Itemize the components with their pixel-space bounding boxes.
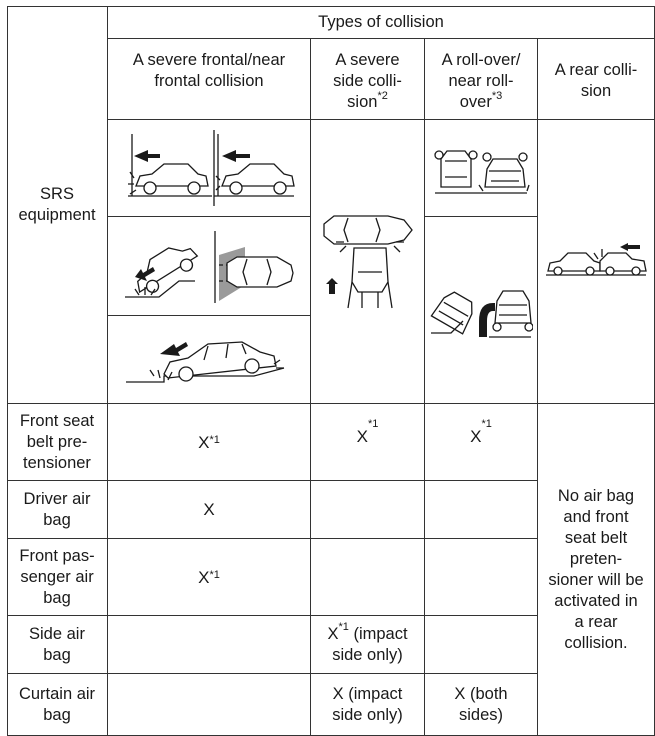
row-label-driver-airbag-text: Driver air bag — [23, 489, 91, 529]
row-label-side-airbag-text: Side air bag — [29, 624, 85, 664]
column-header-rear — [538, 39, 655, 120]
srs-equipment-header — [7, 6, 108, 404]
cell-passenger-rollover — [425, 539, 538, 616]
cell-driver-side — [311, 481, 425, 539]
cell-curtain-rollover — [425, 674, 538, 736]
cell-pretensioner-rollover: X $^{*1}$ — [425, 404, 538, 481]
types-of-collision-header — [108, 6, 655, 39]
rear-collision-note-text: No air bag and front seat belt preten-sioner will be activated in a rear collision. — [548, 486, 644, 652]
rollover-illustration-2 — [425, 217, 538, 404]
row-label-driver-airbag — [7, 481, 108, 539]
column-header-side-label: A severe side colli-sion$^{*2}$ — [333, 51, 402, 111]
side-impact-icon — [318, 212, 418, 312]
column-header-frontal — [108, 39, 311, 120]
rollover-illustration-1 — [425, 120, 538, 217]
row-label-side-airbag — [7, 616, 108, 674]
rollover-icon — [431, 137, 531, 199]
side-illustration — [311, 120, 425, 404]
frontal-illustration-1 — [108, 120, 311, 217]
cell-curtain-rollover-text: X (both sides) — [454, 684, 508, 724]
cell-passenger-side — [311, 539, 425, 616]
types-of-collision-label: Types of collision — [318, 12, 444, 31]
column-header-rollover — [425, 39, 538, 120]
rear-illustration — [538, 120, 655, 404]
column-header-side — [311, 39, 425, 120]
srs-equipment-label: SRS equipment — [18, 184, 96, 224]
cell-passenger-frontal: X $^{*1}$ — [108, 539, 311, 616]
near-rollover-icon — [429, 275, 533, 345]
cell-side-airbag-side — [311, 616, 425, 674]
row-label-curtain-airbag-text: Curtain air bag — [18, 684, 96, 724]
row-label-passenger-airbag — [7, 539, 108, 616]
row-label-pretensioner — [7, 404, 108, 481]
rear-collision-icon — [544, 241, 648, 283]
frontal-illustration-3 — [108, 316, 311, 404]
cell-curtain-side-text: X (impact side only) — [332, 684, 403, 724]
frontal-wall-collision-icon — [122, 128, 297, 208]
column-header-frontal-label: A severe frontal/near frontal collision — [132, 51, 286, 90]
frontal-slope-and-offset-collision-icon — [119, 225, 299, 307]
footnote-2-marker: *2 — [377, 89, 388, 102]
cell-side-airbag-frontal — [108, 616, 311, 674]
cell-side-airbag-rollover — [425, 616, 538, 674]
cell-side-airbag-side-text: $X^{*1}$ (impact side only) — [327, 621, 408, 664]
cell-driver-rollover — [425, 481, 538, 539]
footnote-3-marker: *3 — [491, 89, 503, 102]
column-header-rollover-label: A roll-over/ near roll-over$^{*3}$ — [441, 51, 521, 111]
cell-pretensioner-side: X $^{*1}$ — [311, 404, 425, 481]
column-header-rear-label: A rear colli-sion — [554, 61, 638, 100]
row-label-passenger-airbag-text: Front pas-senger air bag — [19, 546, 95, 607]
frontal-illustration-2 — [108, 217, 311, 316]
frontal-curb-collision-icon — [124, 324, 294, 396]
rear-collision-note — [538, 404, 655, 736]
cell-pretensioner-frontal: X $^{*1}$ — [108, 404, 311, 481]
cell-curtain-frontal — [108, 674, 311, 736]
row-label-curtain-airbag — [7, 674, 108, 736]
cell-curtain-side — [311, 674, 425, 736]
cell-driver-frontal: X — [108, 481, 311, 539]
footnote-1-marker: *1 — [338, 621, 349, 633]
row-label-pretensioner-text: Front seat belt pre-tensioner — [19, 411, 95, 472]
